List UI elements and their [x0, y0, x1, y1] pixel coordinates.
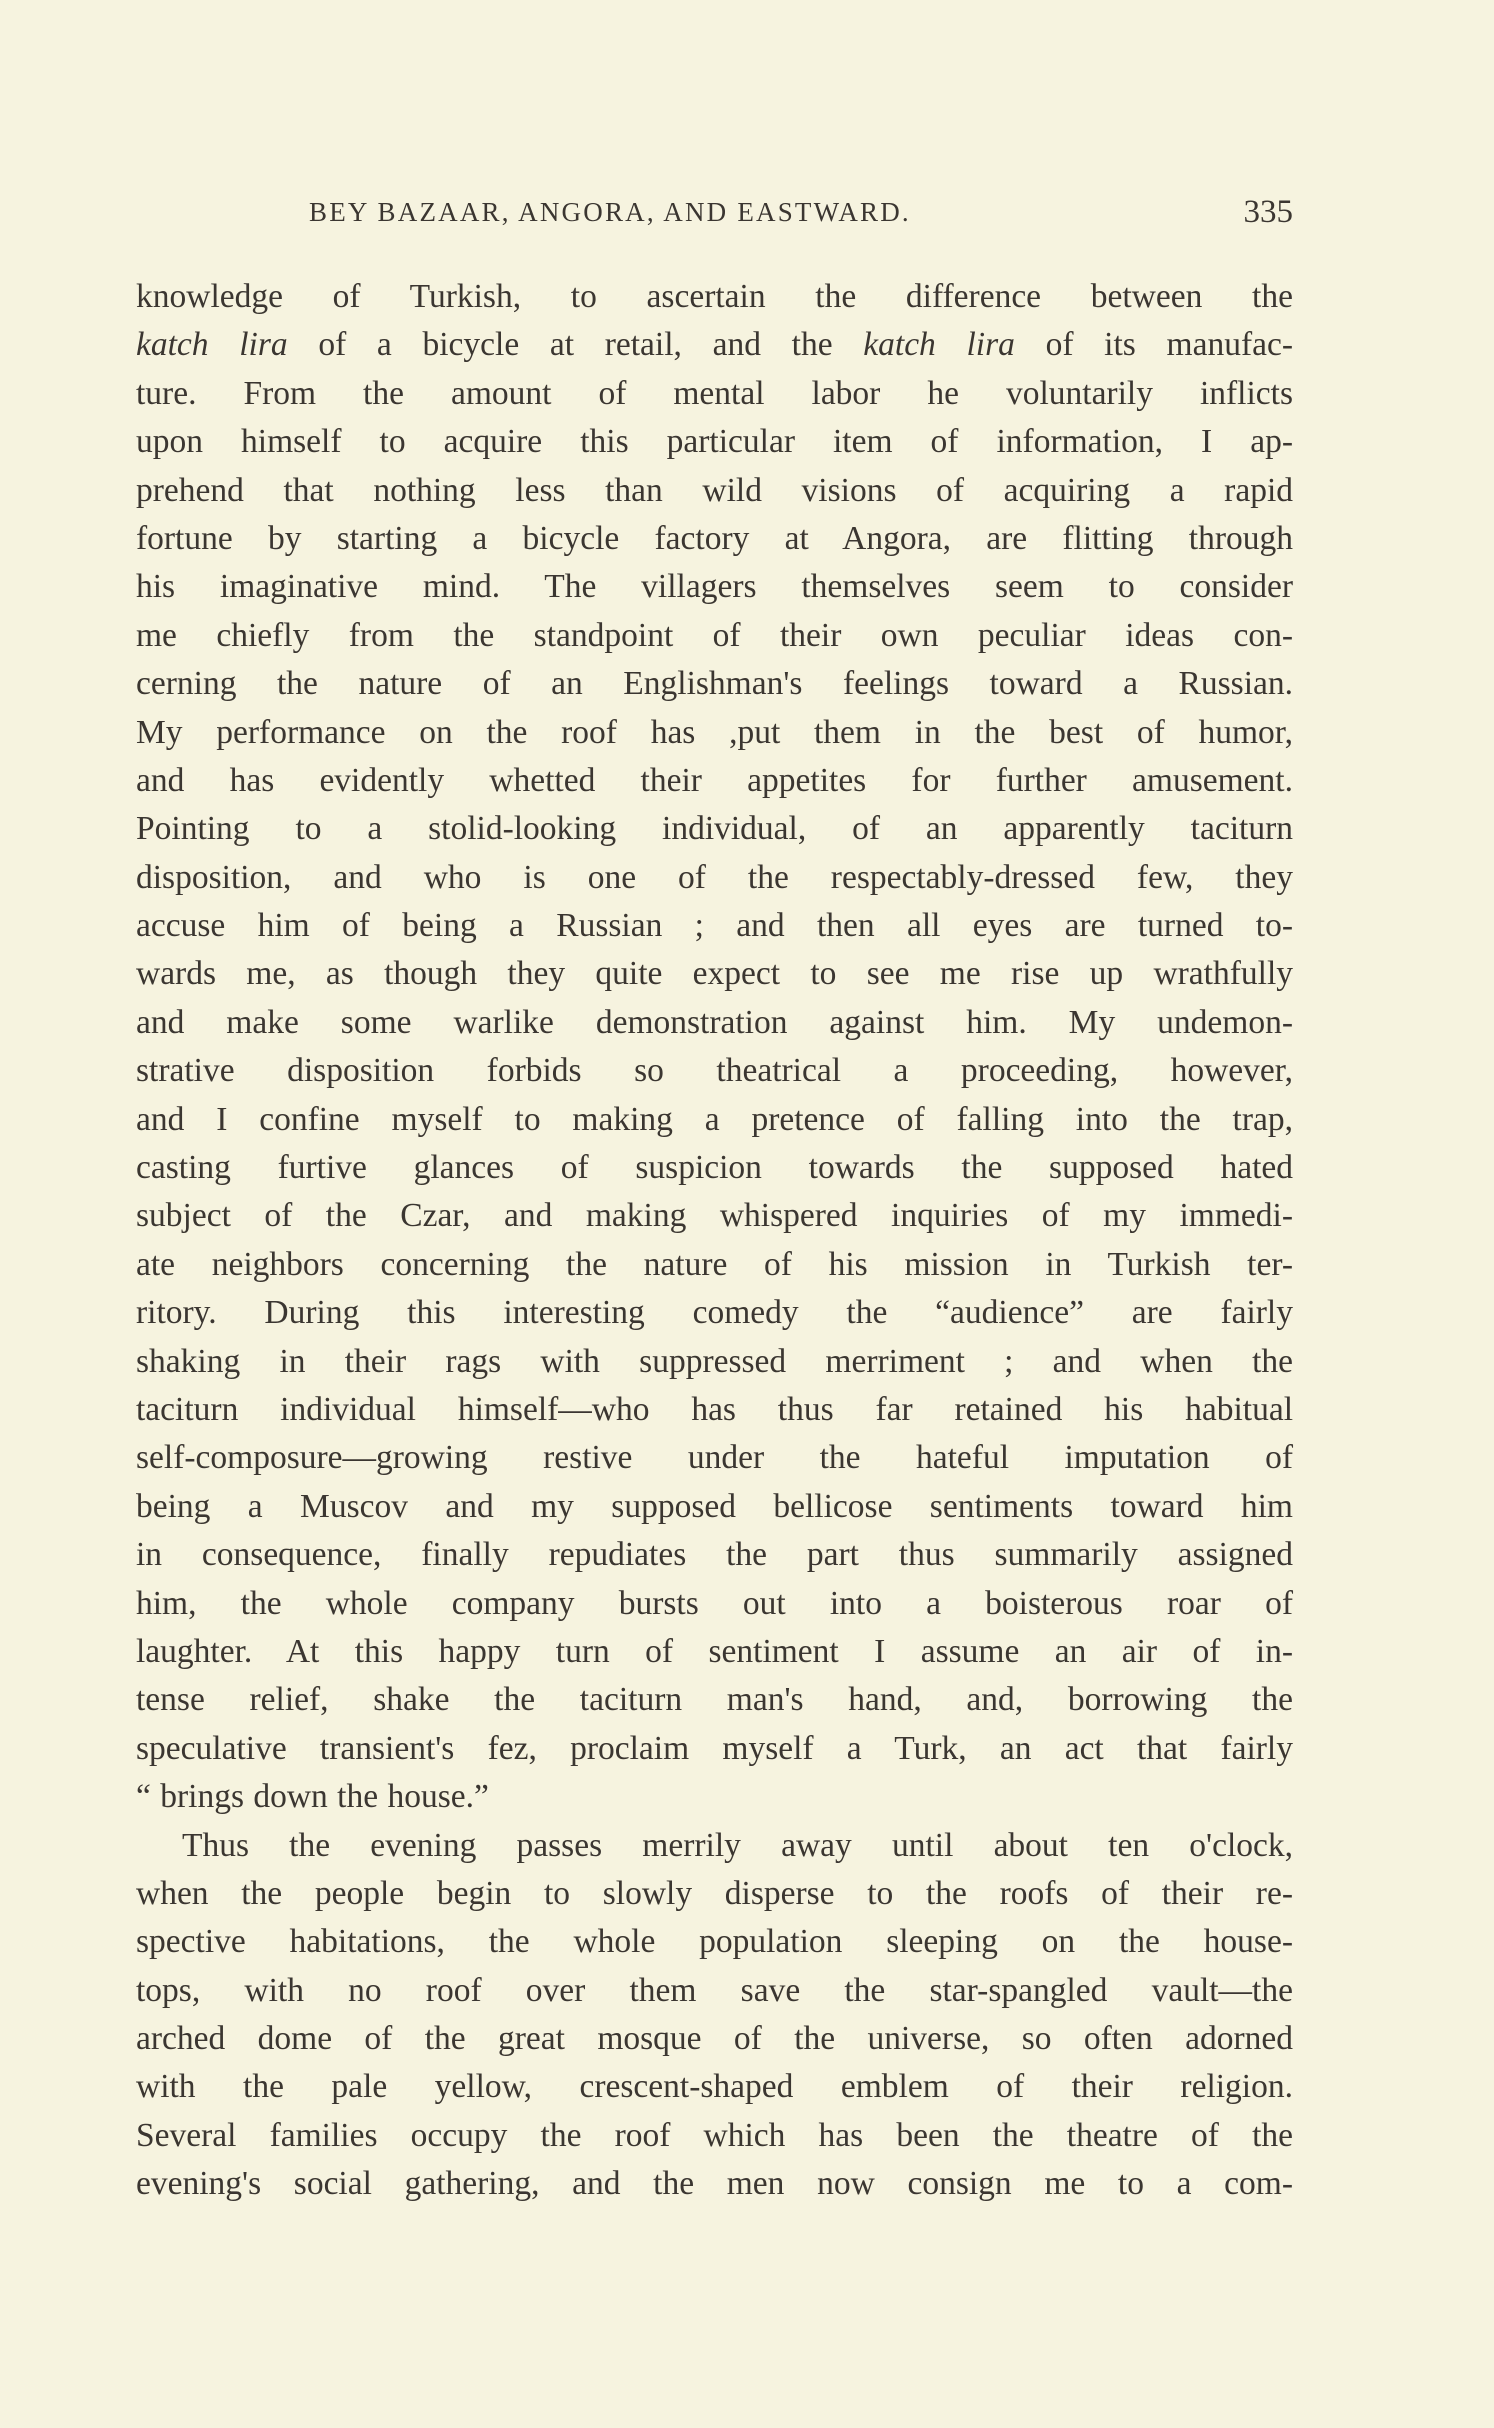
text-segment: My performance on the roof has ,put them in the best of humor, — [136, 713, 1293, 751]
text-segment: self-composure—growing restive under the hateful imputation of — [136, 1439, 1293, 1477]
text-segment: of its manufac- — [1014, 326, 1293, 364]
text-segment: “ brings down the house.” — [136, 1778, 489, 1816]
text-segment: and make some warlike demonstration against him. My undemon- — [136, 1003, 1293, 1041]
text-line — [136, 1434, 1293, 1482]
text-line — [136, 1289, 1293, 1337]
text-line — [136, 1531, 1293, 1579]
text-line — [136, 2015, 1293, 2063]
text-segment: his imaginative mind. The villagers themselves seem to consider — [136, 568, 1293, 606]
text-line — [136, 1676, 1293, 1724]
text-line — [136, 709, 1293, 757]
text-segment: and has evidently whetted their appetites for further amusement. — [136, 761, 1293, 799]
text-segment: ate neighbors concerning the nature of his mission in Turkish ter- — [136, 1245, 1293, 1283]
text-segment: strative disposition forbids so theatrical a proceeding, however, — [136, 1052, 1293, 1090]
text-line — [136, 902, 1293, 950]
text-line — [136, 1822, 1293, 1870]
italic-term: katch lira — [863, 326, 1015, 364]
text-segment: ture. From the amount of mental labor he voluntarily inflicts — [136, 374, 1293, 412]
text-segment: him, the whole company bursts out into a boisterous roar of — [136, 1584, 1293, 1622]
text-line — [136, 1338, 1293, 1386]
text-line — [136, 660, 1293, 708]
text-line — [136, 1047, 1293, 1095]
text-segment: when the people begin to slowly disperse to the roofs of their re- — [136, 1874, 1293, 1912]
text-segment: tense relief, shake the taciturn man's hand, and, borrowing the — [136, 1681, 1293, 1719]
text-line — [136, 1483, 1293, 1531]
text-segment: being a Muscov and my supposed bellicose sentiments toward him — [136, 1487, 1293, 1525]
text-line — [136, 1192, 1293, 1240]
text-segment: speculative transient's fez, proclaim myself a Turk, an act that fairly — [136, 1729, 1293, 1767]
running-title: BEY BAZAAR, ANGORA, AND EASTWARD. — [309, 197, 911, 227]
text-segment: prehend that nothing less than wild visions of acquiring a rapid — [136, 471, 1293, 509]
text-segment: knowledge of Turkish, to ascertain the difference between the — [136, 278, 1293, 315]
page-number: 335 — [1243, 194, 1293, 230]
text-line — [136, 1096, 1293, 1144]
text-segment: tops, with no roof over them save the star-spangled vault—the — [136, 1971, 1293, 2009]
text-segment: disposition, and who is one of the respectably-dressed few, they — [136, 858, 1293, 896]
text-segment: ritory. During this interesting comedy the “audience” are fairly — [136, 1294, 1293, 1332]
text-segment: subject of the Czar, and making whispered inquiries of my immedi- — [136, 1197, 1293, 1235]
body-text — [136, 273, 1293, 2209]
text-segment: Thus the evening passes merrily away until about ten o'clock, — [182, 1826, 1293, 1864]
text-line — [136, 2063, 1293, 2111]
text-line — [136, 1628, 1293, 1676]
text-segment: evening's social gathering, and the men now consign me to a com- — [136, 2165, 1293, 2203]
text-line — [136, 1241, 1293, 1289]
running-header — [136, 190, 1293, 234]
text-line — [136, 1725, 1293, 1773]
text-line — [136, 563, 1293, 611]
text-segment: arched dome of the great mosque of the universe, so often adorned — [136, 2020, 1293, 2058]
text-segment: Pointing to a stolid-looking individual, of an apparently taciturn — [136, 810, 1293, 848]
text-line — [136, 1386, 1293, 1434]
text-segment: of a bicycle at retail, and the — [287, 326, 864, 364]
text-line — [136, 1870, 1293, 1918]
text-line — [136, 515, 1293, 563]
text-line — [136, 1144, 1293, 1192]
text-segment: fortune by starting a bicycle factory at Angora, are flitting through — [136, 519, 1293, 557]
text-line — [136, 854, 1293, 902]
text-line — [136, 321, 1293, 369]
text-segment: wards me, as though they quite expect to see me rise up wrathfully — [136, 955, 1293, 993]
italic-term: katch lira — [136, 326, 288, 364]
text-segment: me chiefly from the standpoint of their own peculiar ideas con- — [136, 616, 1293, 654]
text-line — [136, 999, 1293, 1047]
text-line — [136, 1918, 1293, 1966]
text-line — [136, 2112, 1293, 2160]
text-segment: spective habitations, the whole population sleeping on the house- — [136, 1923, 1293, 1961]
text-line — [136, 273, 1293, 321]
text-segment: Several families occupy the roof which has been the theatre of the — [136, 2116, 1293, 2154]
text-segment: upon himself to acquire this particular item of information, I ap- — [136, 423, 1293, 461]
text-line — [136, 805, 1293, 853]
text-line — [136, 612, 1293, 660]
text-line — [136, 418, 1293, 466]
text-line — [136, 1773, 1293, 1821]
text-line — [136, 950, 1293, 998]
text-segment: cerning the nature of an Englishman's feelings toward a Russian. — [136, 665, 1293, 703]
text-line — [136, 370, 1293, 418]
text-segment: and I confine myself to making a pretence of falling into the trap, — [136, 1100, 1293, 1138]
text-segment: accuse him of being a Russian ; and then all eyes are turned to- — [136, 907, 1293, 945]
text-line — [136, 1580, 1293, 1628]
text-segment: with the pale yellow, crescent-shaped emblem of their religion. — [136, 2068, 1293, 2106]
text-segment: taciturn individual himself—who has thus far retained his habitual — [136, 1390, 1293, 1428]
text-line — [136, 2160, 1293, 2208]
text-segment: casting furtive glances of suspicion towards the supposed hated — [136, 1149, 1293, 1187]
text-segment: shaking in their rags with suppressed merriment ; and when the — [136, 1342, 1293, 1380]
text-line — [136, 467, 1293, 515]
text-segment: in consequence, finally repudiates the part thus summarily assigned — [136, 1536, 1293, 1574]
text-segment: laughter. At this happy turn of sentiment I assume an air of in- — [136, 1632, 1293, 1670]
text-line — [136, 757, 1293, 805]
text-line — [136, 1967, 1293, 2015]
